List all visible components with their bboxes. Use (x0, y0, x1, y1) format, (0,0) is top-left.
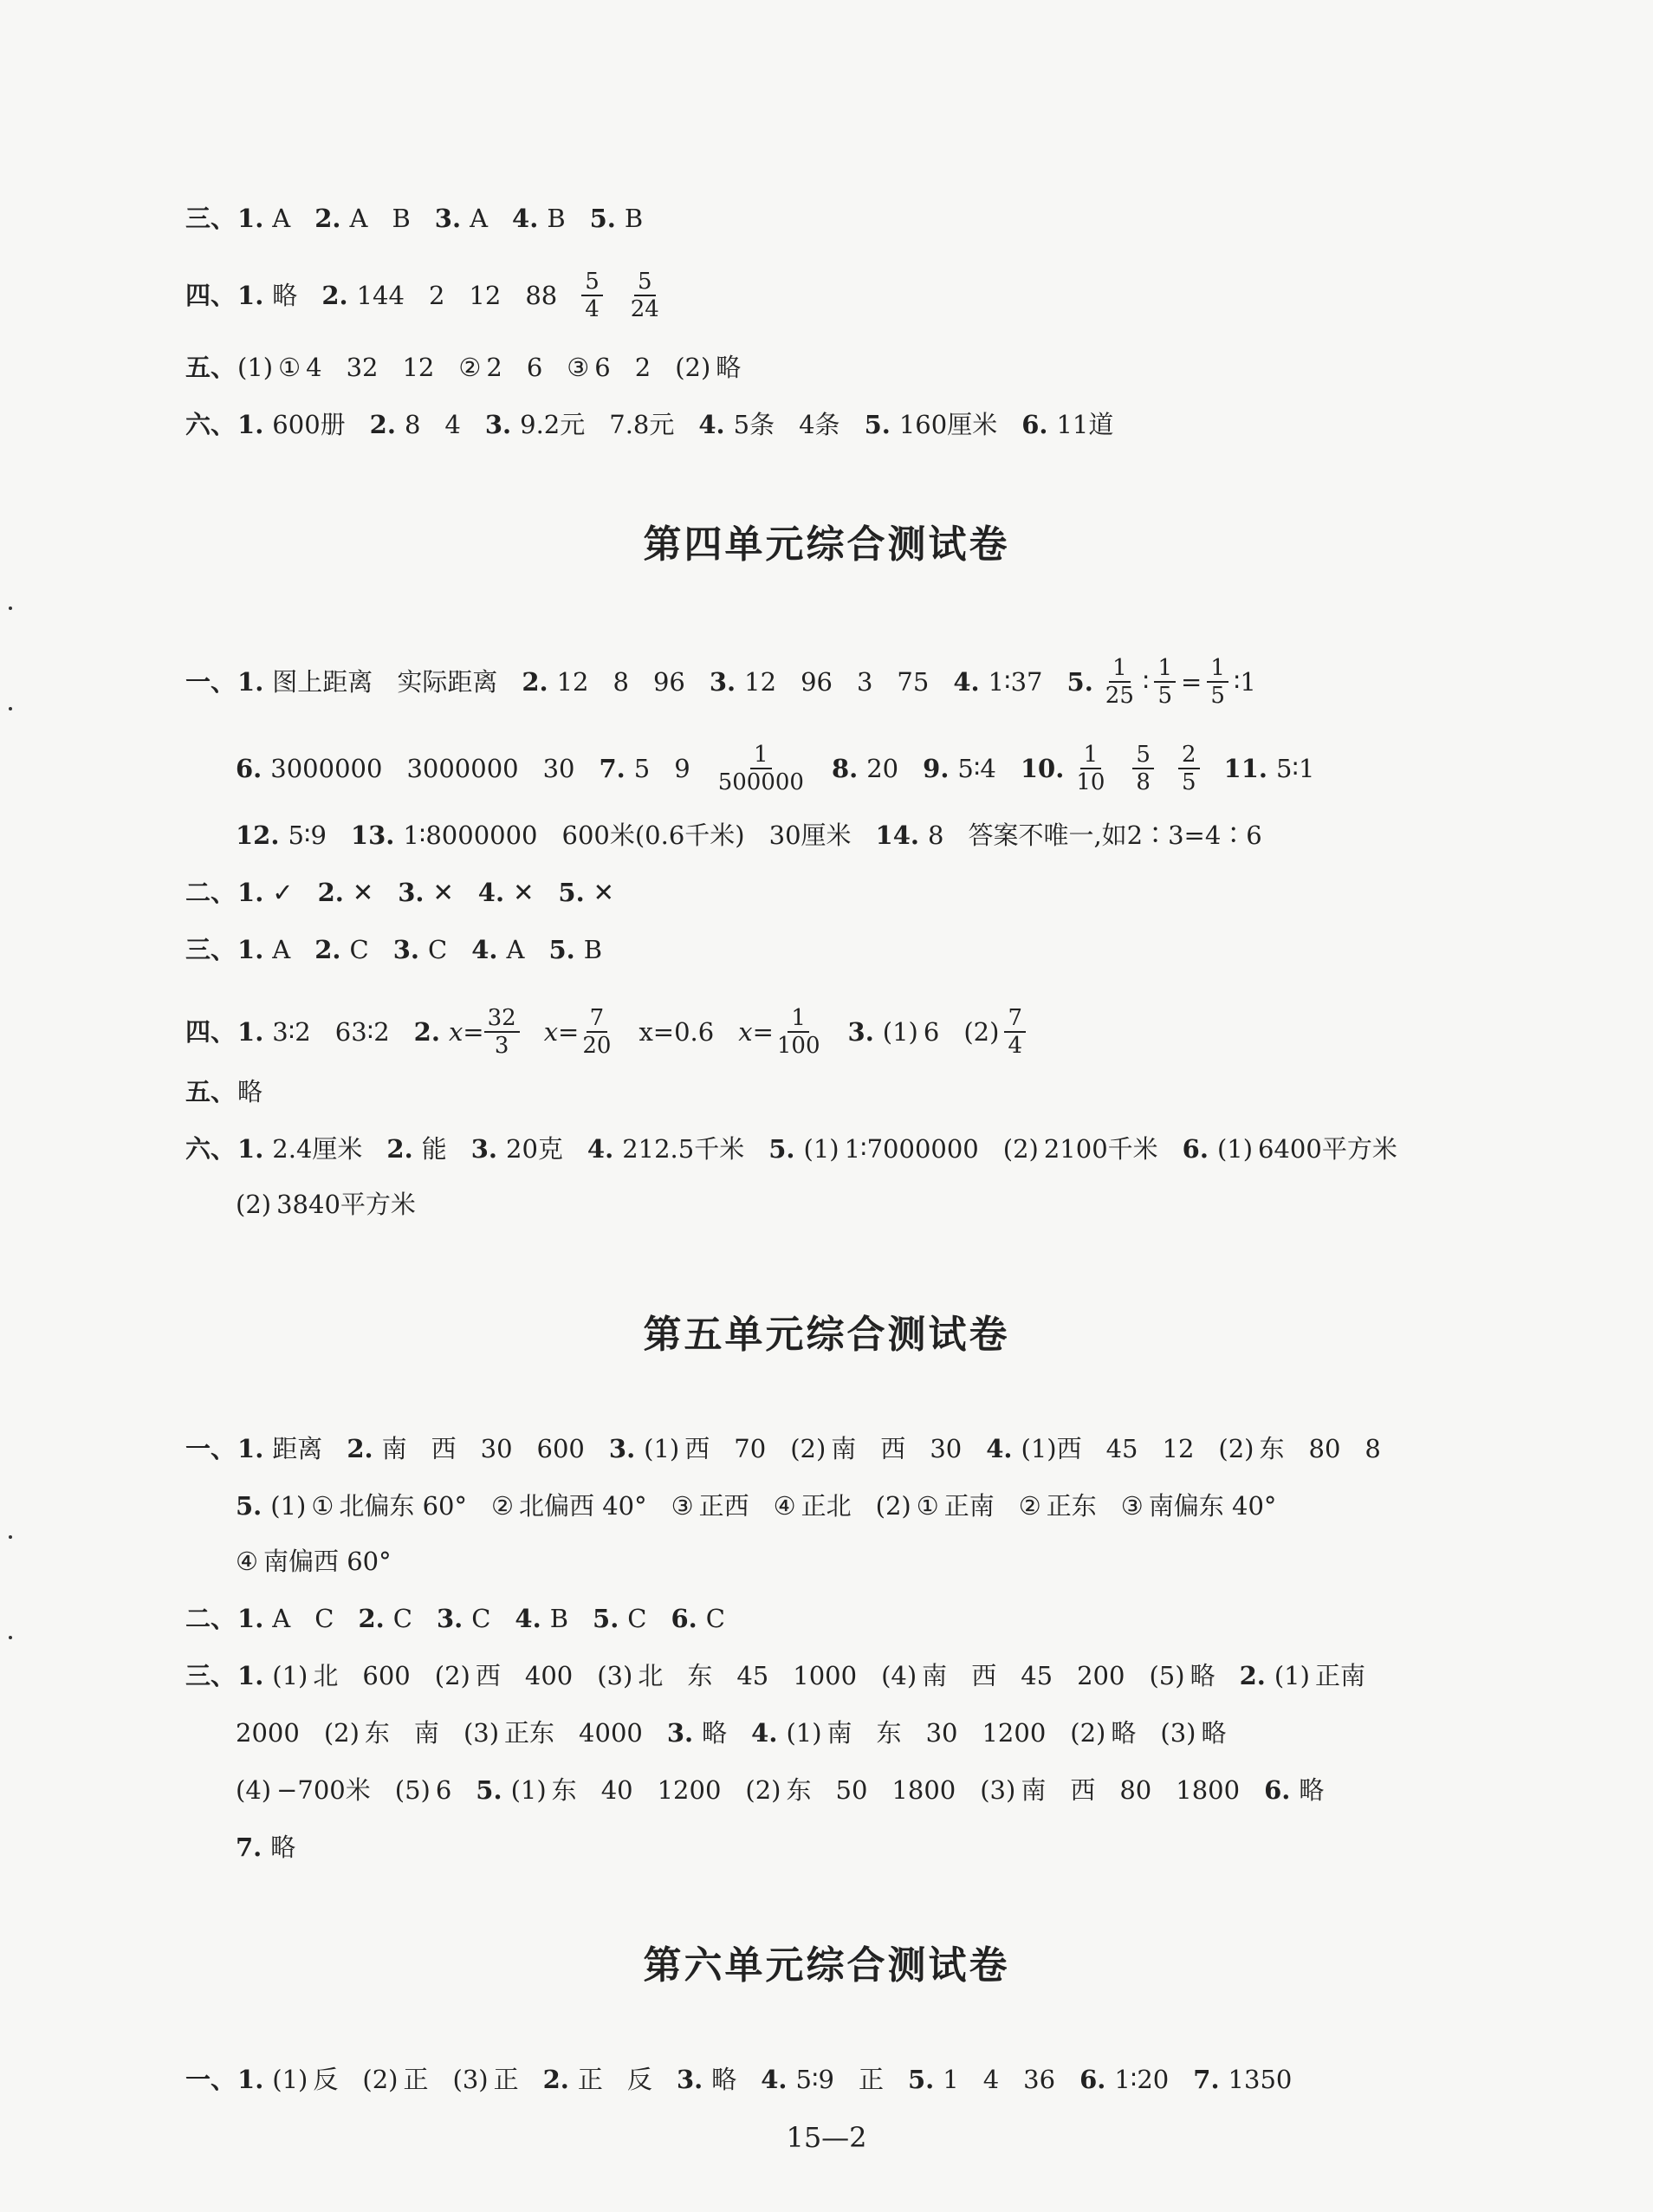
answer-line: (2) 3840平方米 (236, 1190, 416, 1219)
answer-line: 六、 1. 2.4厘米 2. 能 3. 20克 4. 212.5千米 5. (1) 1∶7000000 (2) 2100千米 6. (1) 6400平方米 (185, 1134, 1397, 1164)
fraction: $\frac{32}{3}$ (484, 1005, 520, 1059)
answer-line: 6. 3000000 3000000 30 7. 5 9 $\frac{1}{500000}$ 8. 20 9. 5∶4 10. $\frac{1}{10}$ $\frac{5}{8}$ $\frac{2}{5}$ 11. 5∶1 (236, 742, 1315, 795)
fraction: $\frac{7}{4}$ (1004, 1005, 1026, 1059)
answer-line: ④ 南偏西 60° (236, 1547, 392, 1576)
answer-line: 五、 (1) ① 4 32 12 ② 2 6 ③ 6 2 (2) 略 (185, 353, 742, 382)
fraction: $\frac{1}{5}$ (1154, 655, 1176, 709)
page-number: 15—2 (786, 2121, 867, 2154)
scan-mark (9, 1535, 12, 1539)
answer-line: 2000 (2) 东 南 (3) 正东 4000 3. 略 4. (1) 南 东 30 1200 (2) 略 (3) 略 (236, 1718, 1227, 1748)
answer-line: 二、 1. A C 2. C 3. C 4. B 5. C 6. C (185, 1604, 725, 1633)
answer-line: 一、 1. 图上距离 实际距离 2. 12 8 96 3. 12 96 3 75 4. 1∶37 5. $\frac{1}{25}$ ∶ $\frac{1}{5}$ = $\frac{1}{5}$ ∶1 (185, 655, 1256, 709)
fraction: $\frac{5}{8}$ (1132, 742, 1154, 795)
answer-line: 四、 1. 3∶2 63∶2 2. x= $\frac{32}{3}$ x= $\frac{7}{20}$ x=0.6 x= $\frac{1}{100}$ 3. (1) 6 (2) $\frac{7}{4}$ (185, 1005, 1050, 1059)
scan-mark (9, 607, 12, 610)
section-title: 第六单元综合测试卷 (643, 1943, 1010, 1988)
answer-line: 五、 略 (185, 1077, 263, 1106)
answer-line: 六、 1. 600册 2. 8 4 3. 9.2元 7.8元 4. 5条 4条 5. 160厘米 6. 11道 (185, 410, 1114, 439)
fraction: $\frac{2}{5}$ (1178, 742, 1200, 795)
cross-mark-icon: ✕ (513, 878, 535, 907)
check-mark-icon: ✓ (272, 878, 294, 907)
scan-mark (9, 1636, 12, 1639)
fraction: $\frac{5}{4}$ (581, 269, 603, 322)
fraction: $\frac{1}{100}$ (776, 1005, 820, 1059)
fraction: $\frac{1}{5}$ (1207, 655, 1228, 709)
answer-line: 四、 1. 略 2. 144 2 12 88 $\frac{5}{4}$ $\frac{5}{24}$ (185, 269, 687, 322)
cross-mark-icon: ✕ (593, 878, 614, 907)
fraction: $\frac{1}{25}$ (1105, 655, 1134, 709)
answer-line: 三、 1. A 2. C 3. C 4. A 5. B (185, 935, 603, 964)
fraction: $\frac{5}{24}$ (630, 269, 659, 322)
answer-line: 二、 1. ✓ 2. ✕ 3. ✕ 4. ✕ 5. ✕ (185, 875, 639, 910)
answer-line: 三、 1. A 2. A B 3. A 4. B 5. B (185, 204, 644, 233)
cross-mark-icon: ✕ (432, 878, 454, 907)
answer-line: 12. 5∶9 13. 1∶8000000 600米(0.6千米) 30厘米 14. 8 答案不唯一,如2∶3=4∶6 (236, 821, 1262, 850)
fraction: $\frac{1}{10}$ (1076, 742, 1105, 795)
answer-line: 7. 略 (236, 1833, 296, 1862)
answer-line: 5. (1) ① 北偏东 60° ② 北偏西 40° ③ 正西 ④ 正北 (2) ① 正南 ② 正东 ③ 南偏东 40° (236, 1491, 1277, 1521)
answer-line: 一、 1. (1) 反 (2) 正 (3) 正 2. 正 反 3. 略 4. 5∶9 正 5. 1 4 36 6. 1∶20 7. 1350 (185, 2065, 1293, 2094)
fraction: $\frac{1}{500000}$ (717, 742, 804, 795)
answer-line: (4) −700米 (5) 6 5. (1) 东 40 1200 (2) 东 50 1800 (3) 南 西 80 1800 6. 略 (236, 1775, 1325, 1805)
answer-line: 三、 1. (1) 北 600 (2) 西 400 (3) 北 东 45 1000 (4) 南 西 45 200 (5) 略 2. (1) 正南 (185, 1661, 1365, 1690)
section-title: 第五单元综合测试卷 (643, 1313, 1010, 1357)
answer-line: 一、 1. 距离 2. 南 西 30 600 3. (1) 西 70 (2) 南 西 30 4. (1)西 45 12 (2) 东 80 8 (185, 1434, 1381, 1463)
scan-mark (9, 707, 12, 710)
section-title: 第四单元综合测试卷 (643, 522, 1010, 567)
fraction: $\frac{7}{20}$ (582, 1005, 612, 1059)
cross-mark-icon: ✕ (352, 878, 374, 907)
